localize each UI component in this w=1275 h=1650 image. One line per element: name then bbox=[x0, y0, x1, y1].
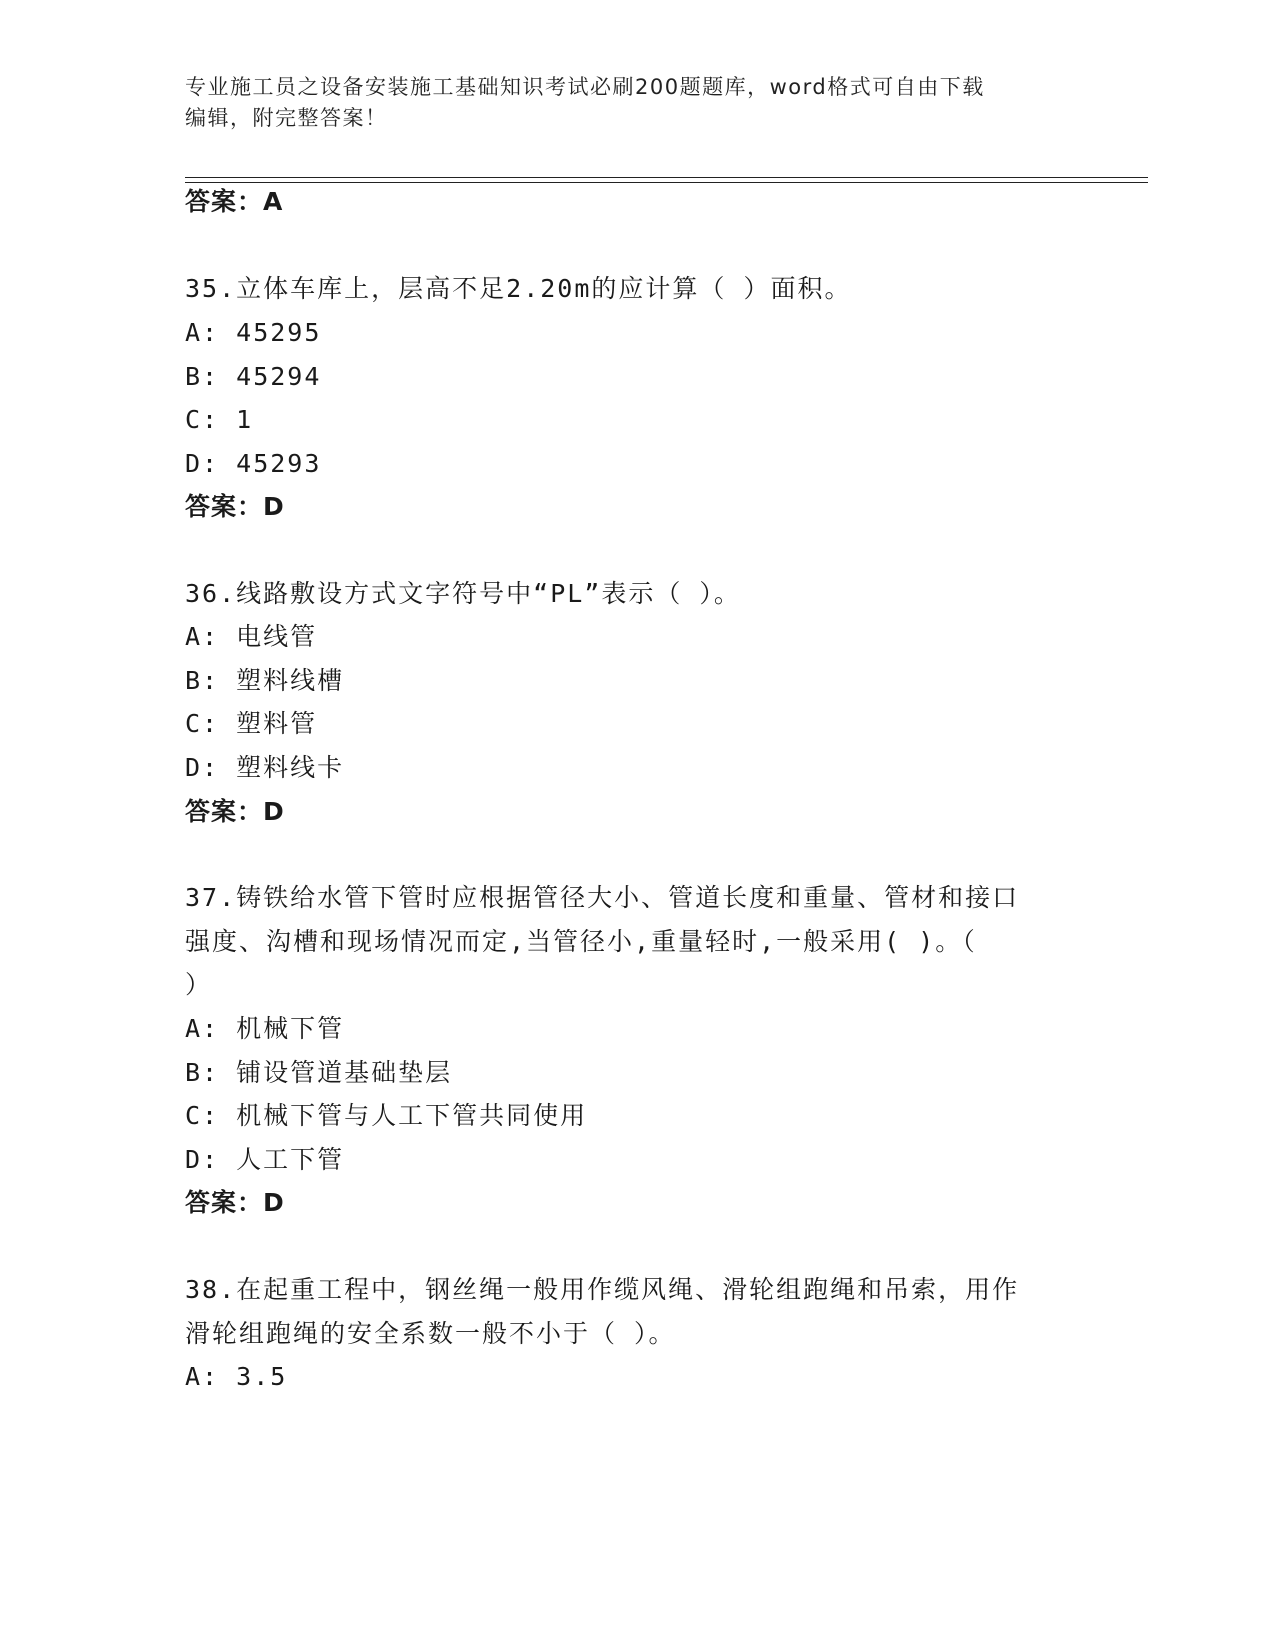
question-36-option-a: A: 电线管 bbox=[185, 622, 318, 651]
header-line-2: 编辑，附完整答案！ bbox=[185, 106, 388, 130]
question-36-option-c: C: 塑料管 bbox=[185, 709, 318, 738]
question-37-stem-line-3: ） bbox=[185, 970, 213, 999]
question-37-stem-line-2: 强度、沟槽和现场情况而定,当管径小,重量轻时,一般采用( )。（ bbox=[185, 927, 977, 956]
question-37-option-d: D: 人工下管 bbox=[185, 1145, 345, 1174]
previous-answer: 答案：A bbox=[185, 187, 284, 216]
question-36-option-d: D: 塑料线卡 bbox=[185, 753, 345, 782]
header-rule-top bbox=[185, 177, 1148, 178]
question-35-option-a: A: 45295 bbox=[185, 318, 322, 347]
question-38-option-a: A: 3.5 bbox=[185, 1362, 288, 1391]
question-36-answer: 答案：D bbox=[185, 797, 285, 826]
question-37-option-b: B: 铺设管道基础垫层 bbox=[185, 1058, 453, 1087]
question-35-option-d: D: 45293 bbox=[185, 449, 322, 478]
question-37-answer: 答案：D bbox=[185, 1188, 285, 1217]
question-36-option-b: B: 塑料线槽 bbox=[185, 666, 345, 695]
header-rule-bottom bbox=[185, 182, 1148, 183]
question-38-stem-line-1: 38.在起重工程中，钢丝绳一般用作缆风绳、滑轮组跑绳和吊索，用作 bbox=[185, 1275, 1020, 1304]
header-line-1: 专业施工员之设备安装施工基础知识考试必刷200题题库，word格式可自由下载 bbox=[185, 75, 985, 99]
question-37-stem-line-1: 37.铸铁给水管下管时应根据管径大小、管道长度和重量、管材和接口 bbox=[185, 883, 1020, 912]
question-37-option-c: C: 机械下管与人工下管共同使用 bbox=[185, 1101, 588, 1130]
question-37-option-a: A: 机械下管 bbox=[185, 1014, 345, 1043]
question-35-option-b: B: 45294 bbox=[185, 362, 322, 391]
question-35-stem: 35.立体车库上，层高不足2.20m的应计算（ ）面积。 bbox=[185, 274, 852, 303]
question-35-option-c: C: 1 bbox=[185, 405, 254, 434]
question-38-stem-line-2: 滑轮组跑绳的安全系数一般不小于（ ）。 bbox=[185, 1319, 676, 1348]
document-header bbox=[185, 72, 1075, 134]
question-35-answer: 答案：D bbox=[185, 492, 285, 521]
question-36-stem: 36.线路敷设方式文字符号中“PL”表示（ ）。 bbox=[185, 579, 741, 608]
